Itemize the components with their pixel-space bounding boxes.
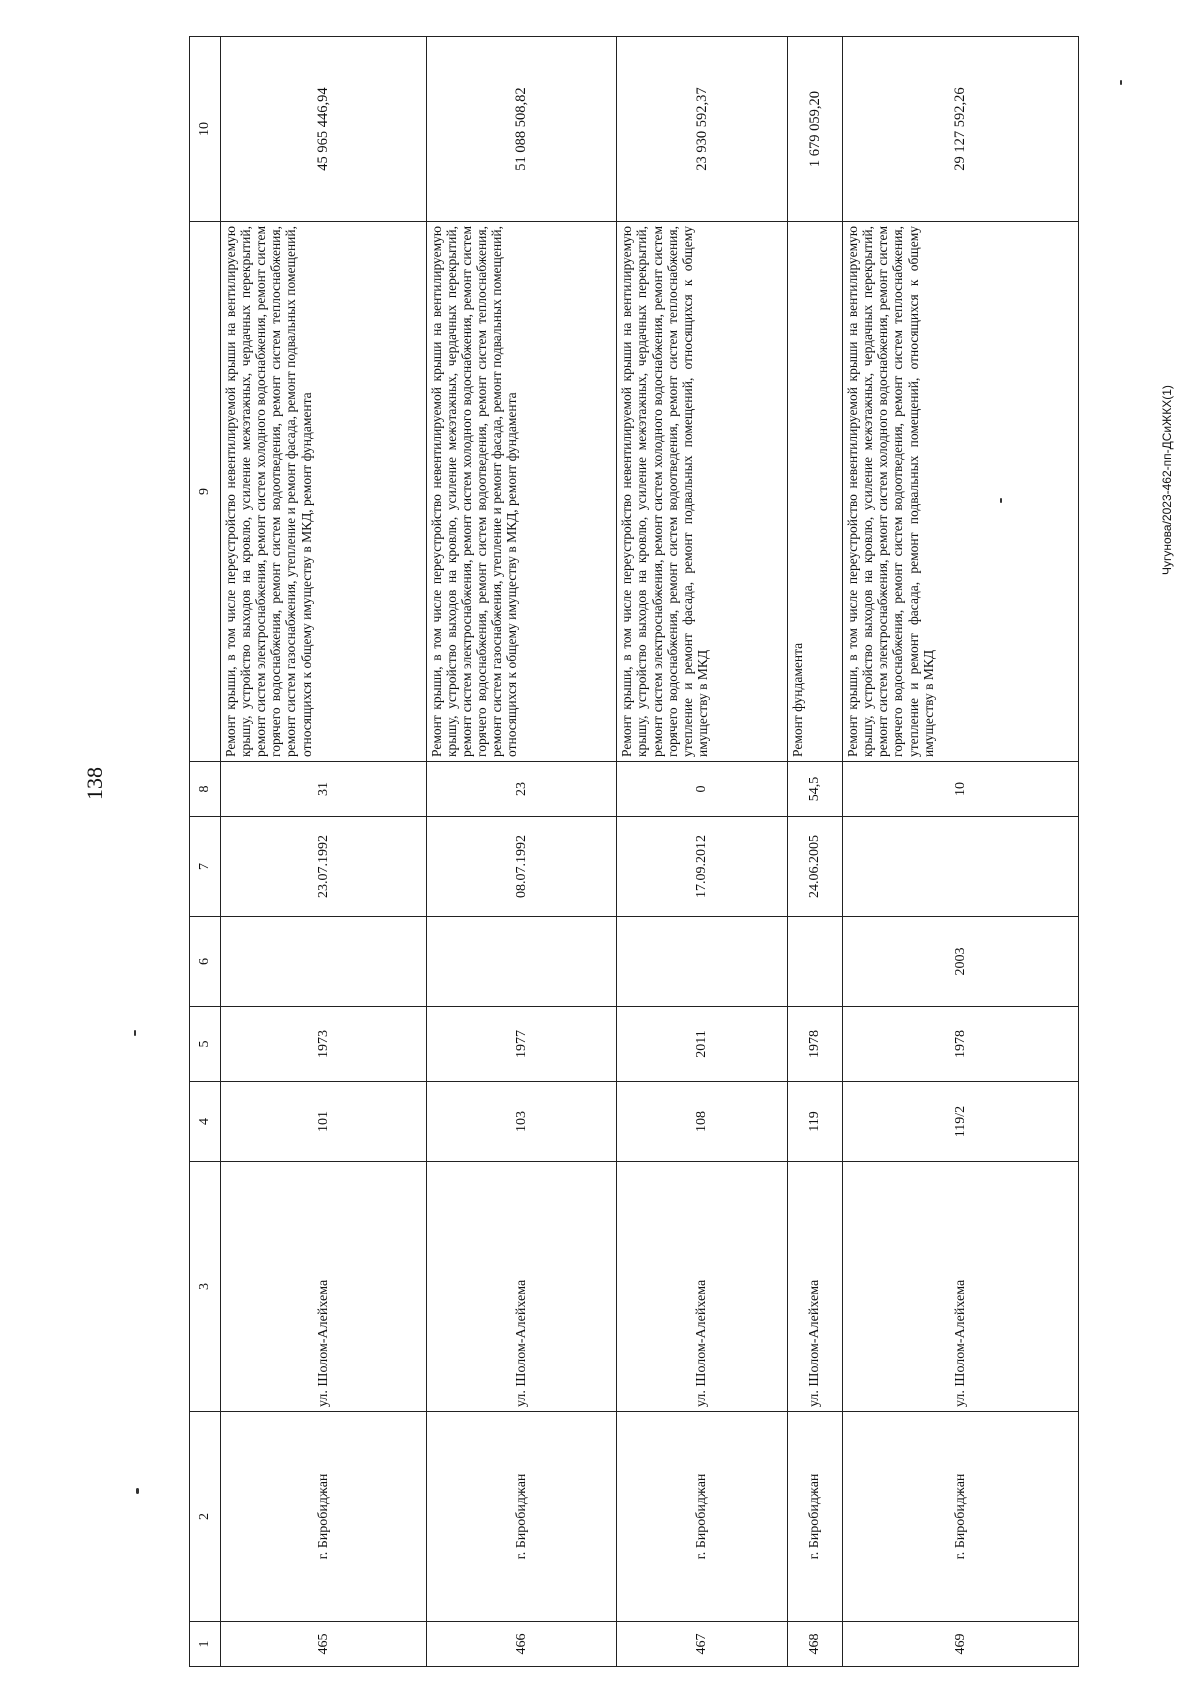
table-row xyxy=(787,37,842,1667)
amount-cell: 1 679 059,20 xyxy=(787,37,842,222)
city-cell: г. Биробиджан xyxy=(426,1412,617,1622)
street-cell: ул. Шолом-Алейхема xyxy=(787,1162,842,1412)
date-cell: 23.07.1992 xyxy=(221,817,427,917)
works-cell: Ремонт фундамента xyxy=(787,222,842,762)
city-cell: г. Биробиджан xyxy=(843,1412,1079,1622)
table-row xyxy=(426,37,617,1667)
city-cell: г. Биробиджан xyxy=(221,1412,427,1622)
city-cell: г. Биробиджан xyxy=(787,1412,842,1622)
house-cell: 101 xyxy=(221,1082,427,1162)
year-built-cell: 2011 xyxy=(617,1007,788,1082)
column-number: 10 xyxy=(190,37,221,222)
col8-cell: 0 xyxy=(617,762,788,817)
table-row xyxy=(617,37,788,1667)
street-cell: ул. Шолом-Алейхема xyxy=(617,1162,788,1412)
row-number: 469 xyxy=(843,1622,1079,1667)
column-number: 4 xyxy=(190,1082,221,1162)
column-number: 5 xyxy=(190,1007,221,1082)
scan-speck xyxy=(134,1030,136,1036)
col8-cell: 23 xyxy=(426,762,617,817)
house-cell: 108 xyxy=(617,1082,788,1162)
date-cell: 24.06.2005 xyxy=(787,817,842,917)
house-cell: 103 xyxy=(426,1082,617,1162)
page-number: 138 xyxy=(82,767,107,800)
col8-cell: 54,5 xyxy=(787,762,842,817)
year-built-cell: 1978 xyxy=(787,1007,842,1082)
col6-cell xyxy=(426,917,617,1007)
works-cell: Ремонт крыши, в том числе переустройство невентилируемой крыши на вентилируемую крышу, устройство выходов на кровлю, усиление межэтажных, чердачных перекрытий, ремонт систем электроснабжения, ремонт систем холодного водоснабжения, ремонт систем горячего водоснабжения, ремонт систем водоотведения, ремонт систем теплоснабжения, утепление и ремонт фасада, ремонт подвальных помещений, относящихся к общему имуществу в МКД xyxy=(617,222,788,762)
column-number: 8 xyxy=(190,762,221,817)
amount-cell: 51 088 508,82 xyxy=(426,37,617,222)
column-number-row xyxy=(190,37,221,1667)
year-built-cell: 1973 xyxy=(221,1007,427,1082)
street-cell: ул. Шолом-Алейхема xyxy=(426,1162,617,1412)
amount-cell: 45 965 446,94 xyxy=(221,37,427,222)
date-cell: 08.07.1992 xyxy=(426,817,617,917)
year-built-cell: 1977 xyxy=(426,1007,617,1082)
street-cell: ул. Шолом-Алейхема xyxy=(843,1162,1079,1412)
year-built-cell: 1978 xyxy=(843,1007,1079,1082)
amount-cell: 23 930 592,37 xyxy=(617,37,788,222)
col6-cell xyxy=(221,917,427,1007)
document-code: Чугунова/2023-462-пп-ДСиЖКХ(1) xyxy=(1160,385,1174,575)
col6-cell xyxy=(787,917,842,1007)
row-number: 465 xyxy=(221,1622,427,1667)
col6-cell xyxy=(617,917,788,1007)
table-row xyxy=(221,37,427,1667)
column-number: 6 xyxy=(190,917,221,1007)
table-row xyxy=(843,37,1079,1667)
row-number: 468 xyxy=(787,1622,842,1667)
house-cell: 119 xyxy=(787,1082,842,1162)
column-number: 1 xyxy=(190,1622,221,1667)
buildings-table-container xyxy=(189,37,1079,1667)
column-number: 2 xyxy=(190,1412,221,1622)
column-number: 9 xyxy=(190,222,221,762)
col8-cell: 10 xyxy=(843,762,1079,817)
works-cell: Ремонт крыши, в том числе переустройство невентилируемой крыши на вентилируемую крышу, устройство выходов на кровлю, усиление межэтажных, чердачных перекрытий, ремонт систем электроснабжения, ремонт систем холодного водоснабжения, ремонт систем горячего водоснабжения, ремонт систем водоотведения, ремонт систем теплоснабжения, ремонт систем газоснабжения, утепление и ремонт фасада, ремонт подвальных помещений, относящихся к общему имуществу в МКД, ремонт фундамента xyxy=(221,222,427,762)
row-number: 466 xyxy=(426,1622,617,1667)
works-cell: Ремонт крыши, в том числе переустройство невентилируемой крыши на вентилируемую крышу, устройство выходов на кровлю, усиление межэтажных, чердачных перекрытий, ремонт систем электроснабжения, ремонт систем холодного водоснабжения, ремонт систем горячего водоснабжения, ремонт систем водоотведения, ремонт систем теплоснабжения, утепление и ремонт фасада, ремонт подвальных помещений, относящихся к общему имуществу в МКД xyxy=(843,222,1079,762)
scan-speck xyxy=(136,1488,139,1494)
street-cell: ул. Шолом-Алейхема xyxy=(221,1162,427,1412)
amount-cell: 29 127 592,26 xyxy=(843,37,1079,222)
house-cell: 119/2 xyxy=(843,1082,1079,1162)
works-cell: Ремонт крыши, в том числе переустройство невентилируемой крыши на вентилируемую крышу, устройство выходов на кровлю, усиление межэтажных, чердачных перекрытий, ремонт систем электроснабжения, ремонт систем холодного водоснабжения, ремонт систем горячего водоснабжения, ремонт систем водоотведения, ремонт систем теплоснабжения, ремонт систем газоснабжения, утепление и ремонт фасада, ремонт подвальных помещений, относящихся к общему имуществу в МКД, ремонт фундамента xyxy=(426,222,617,762)
row-number: 467 xyxy=(617,1622,788,1667)
buildings-table xyxy=(189,36,1079,1667)
scan-speck xyxy=(1120,80,1122,85)
date-cell: 17.09.2012 xyxy=(617,817,788,917)
column-number: 7 xyxy=(190,817,221,917)
city-cell: г. Биробиджан xyxy=(617,1412,788,1622)
column-number: 3 xyxy=(190,1162,221,1412)
col8-cell: 31 xyxy=(221,762,427,817)
date-cell xyxy=(843,817,1079,917)
col6-cell: 2003 xyxy=(843,917,1079,1007)
